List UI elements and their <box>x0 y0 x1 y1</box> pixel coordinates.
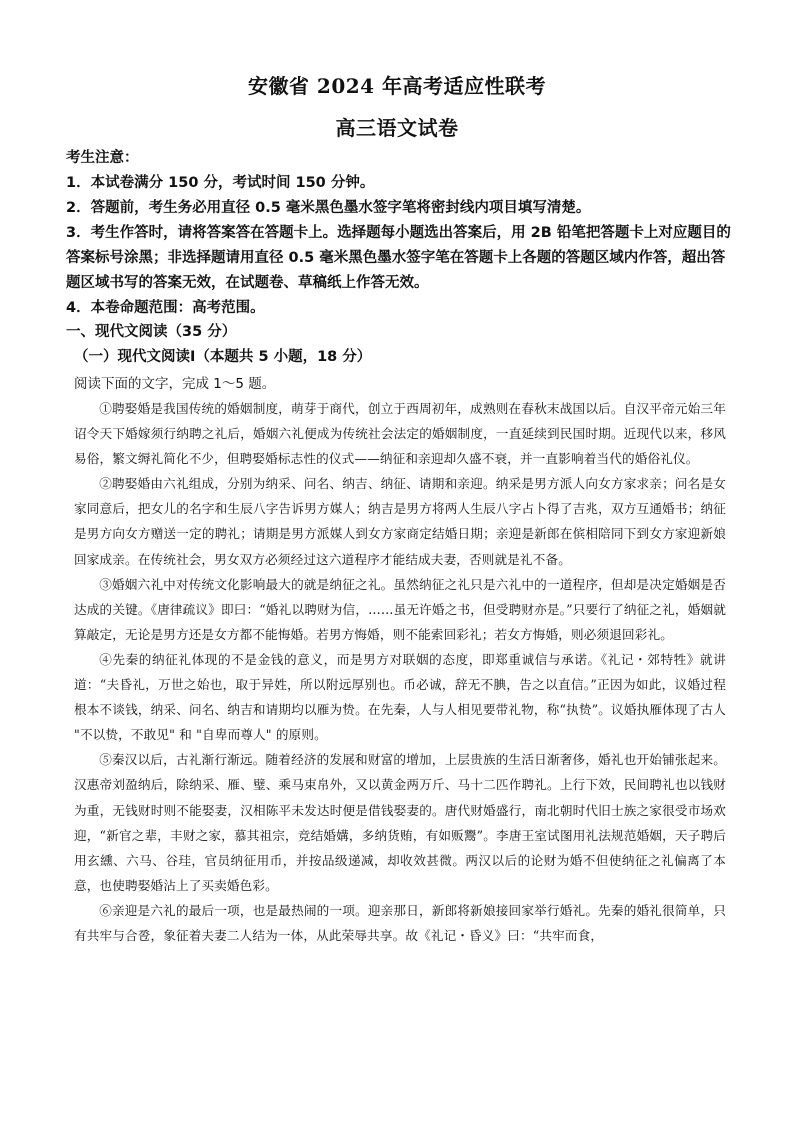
section-subheading-reading-1: （一）现代文阅读Ⅰ（本题共 5 小题，18 分） <box>74 349 372 365</box>
section-heading-modern-reading: 一、现代文阅读（35 分） <box>66 324 237 340</box>
notice-item: 1．本试卷满分 150 分，考试时间 150 分钟。 <box>66 175 375 191</box>
passage-paragraph: ①聘娶婚是我国传统的婚姻制度，萌芽于商代，创立于西周初年，成熟则在春秋末战国以后。自汉平帝元始三年诏令天下婚嫁须行纳聘之礼后，婚姻六礼便成为传统社会法定的婚姻制度，一直延续到民国时期。近现代以来，移风易俗，繁文缛礼简化不少，但聘娶婚标志性的仪式——纳征和亲迎却久盛不衰，并一直影响着当代的婚俗礼仪。 <box>74 401 726 467</box>
passage-paragraph: ④先秦的纳征礼体现的不是金钱的意义，而是男方对联姻的态度，即郑重诚信与承诺。《礼记・郊特牲》就讲道：“夫昏礼，万世之始也，取于异姓，所以附远厚别也。币必诚，辞无不腆，告之以直信。”正因为如此，议婚过程根本不谈钱，纳采、问名、纳吉和请期均以雁为贽。在先秦，人与人相见要带礼物，称“执贽”。议婚执雁体现了古人 "不以贽，不敢见" 和 "自卑而尊人" 的原则。 <box>74 651 726 743</box>
reading-passage <box>74 396 726 948</box>
notice-heading: 考生注意： <box>66 150 139 166</box>
passage-paragraph: ②聘娶婚由六礼组成，分别为纳采、问名、纳吉、纳征、请期和亲迎。纳采是男方派人向女方家求亲；问名是女家同意后，把女儿的名字和生辰八字告诉男方媒人；纳吉是男方将两人生辰八字占卜得了吉兆，双方互通婚书；纳征是男方向女方赠送一定的聘礼；请期是男方派媒人到女方家商定结婚日期；亲迎是新郎在傧相陪同下到女方家迎新娘回家成亲。在传统社会，男女双方必须经过这六道程序才能结成夫妻，否则就是礼不备。 <box>74 476 726 567</box>
candidate-notice <box>66 146 732 321</box>
notice-item: 2．答题前，考生务必用直径 0.5 毫米黑色墨水签字笔将密封线内项目填写清楚。 <box>66 200 591 216</box>
passage-paragraph: ③婚姻六礼中对传统文化影响最大的就是纳征之礼。虽然纳征之礼只是六礼中的一道程序，但却是决定婚姻是否达成的关键。《唐律疏议》即曰：“婚礼以聘财为信，……虽无许婚之书，但受聘财亦是。”只要行了纳征之礼，婚姻就算敲定，无论是男方还是女方都不能悔婚。若男方悔婚，则不能索回彩礼；若女方悔婚，则必须退回彩礼。 <box>74 576 726 642</box>
reading-instruction: 阅读下面的文字，完成 1～5 题。 <box>74 376 276 392</box>
exam-title: 安徽省 2024 年高考适应性联考 <box>247 74 547 98</box>
passage-paragraph: ⑥亲迎是六礼的最后一项，也是最热闹的一项。迎亲那日，新郎将新娘接回家举行婚礼。先秦的婚礼很简单，只有共牢与合卺，象征着夫妻二人结为一体，从此荣辱共享。故《礼记・昏义》曰：“共牢而食， <box>74 902 726 943</box>
notice-item: 4．本卷命题范围：高考范围。 <box>66 300 265 316</box>
exam-subtitle: 高三语文试卷 <box>335 116 459 140</box>
notice-item: 3．考生作答时，请将答案答在答题卡上。选择题每小题选出答案后，用 2B 铅笔把答题卡上对应题目的答案标号涂黑；非选择题请用直径 0.5 毫米黑色墨水签字笔在答题卡上各题的答题区域内作答，超出答题区域书写的答案无效，在试题卷、草稿纸上作答无效。 <box>66 225 731 291</box>
passage-paragraph: ⑤秦汉以后，古礼渐行渐远。随着经济的发展和财富的增加，上层贵族的生活日渐奢侈，婚礼也开始铺张起来。汉惠帝刘盈纳后，除纳采、雁、璧、乘马束帛外，又以黄金两万斤、马十二匹作聘礼。上行下效，民间聘礼也以钱财为重，无钱财时则不能娶妻，汉相陈平未发达时便是借钱娶妻的。唐代财婚盛行，南北朝时代旧士族之家很受市场欢迎，“新官之辈，丰财之家，慕其祖宗，竞结婚媾，多纳货贿，有如贩鬻”。李唐王室试图用礼法规范婚姻，天子聘后用玄纁、六马、谷珪，官员纳征用币，并按品级递减，却收效甚微。两汉以后的论财为婚不但使纳征之礼偏离了本意，也使聘娶婚沾上了买卖婚色彩。 <box>74 752 726 893</box>
